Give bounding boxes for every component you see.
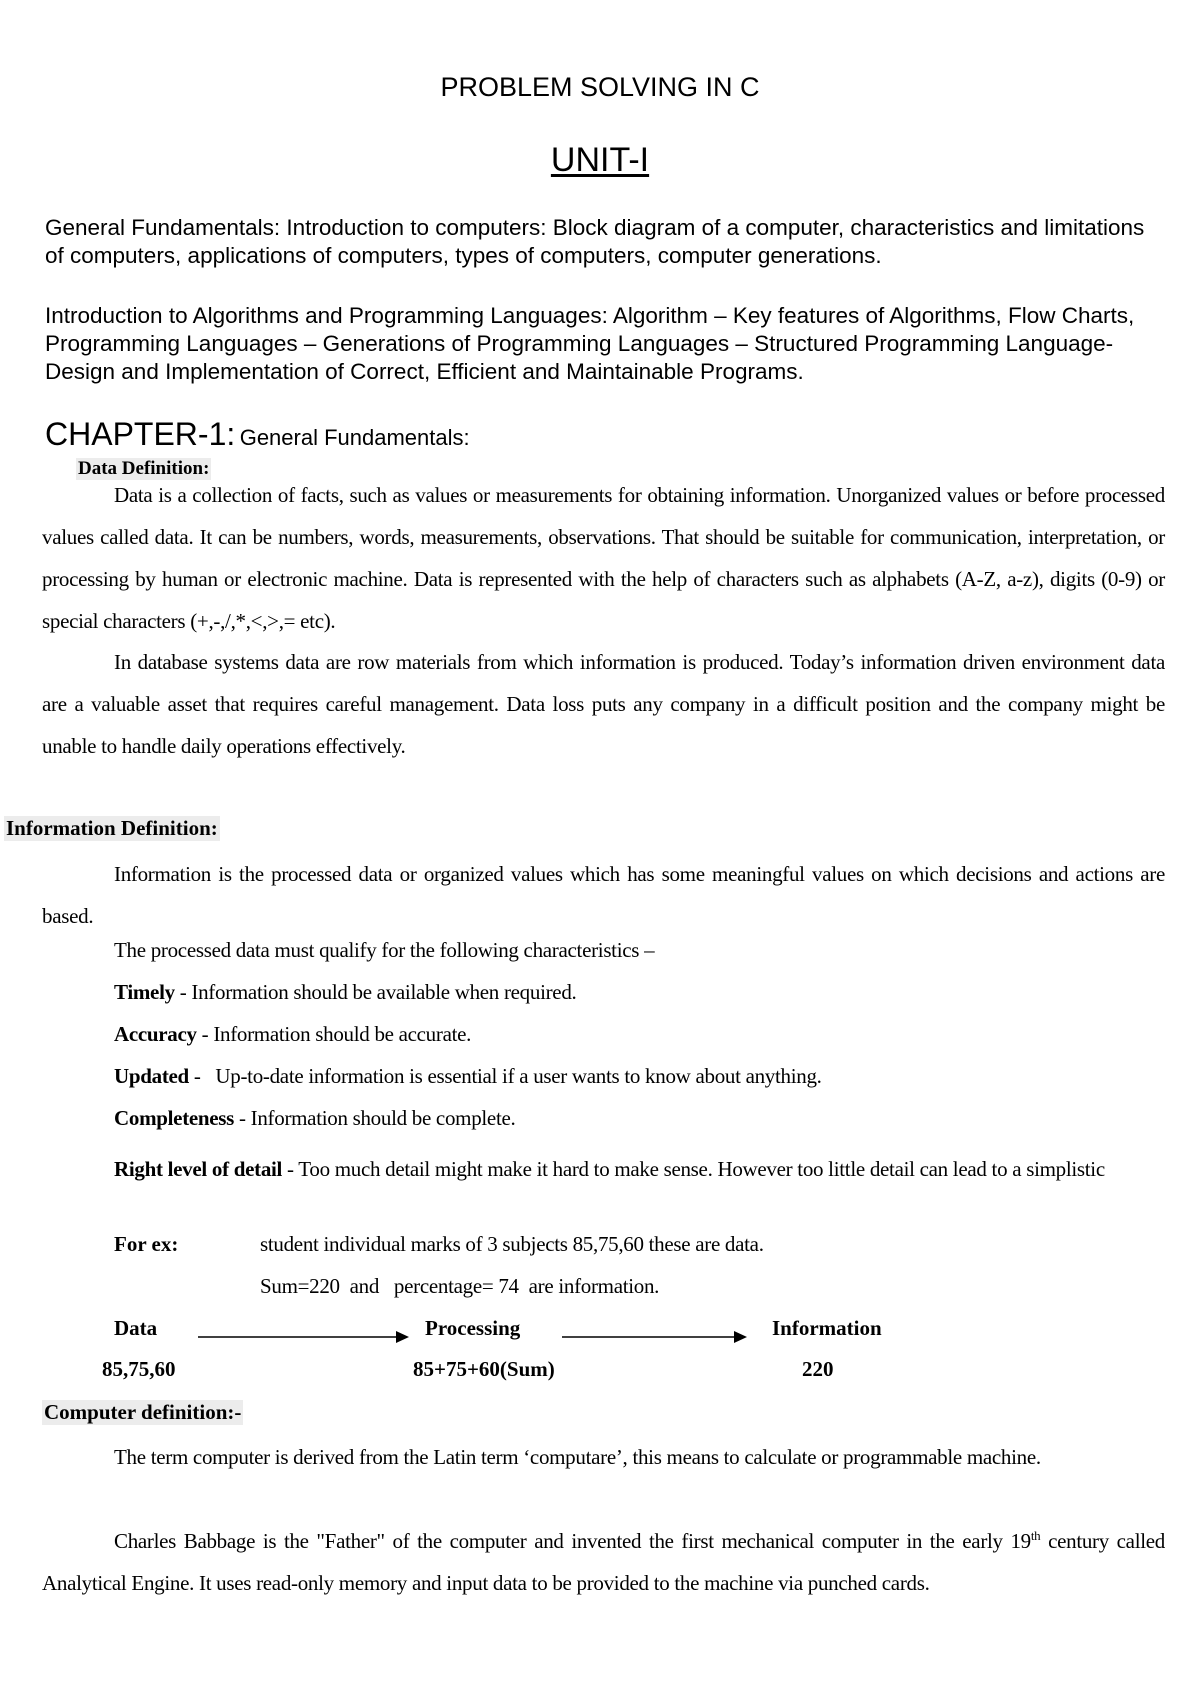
flow-step-processing: Processing	[425, 1316, 521, 1340]
example-line-2: Sum=220 and percentage= 74 are information.	[260, 1274, 660, 1298]
characteristic-term: Timely	[114, 980, 175, 1004]
flow-arrow-2	[562, 1330, 748, 1344]
paragraph-text-end: century called Analytical Engine. It uses read-only memory and input data to be provided to the machine via punched cards.	[42, 1529, 1165, 1595]
computer-definition-paragraph-1: The term computer is derived from the Latin term ‘computare’, this means to calculate or programmable machine.	[114, 1445, 1041, 1469]
document-title: PROBLEM SOLVING IN C	[440, 72, 760, 102]
syllabus-paragraph-1: General Fundamentals: Introduction to computers: Block diagram of a computer, characteristics and limitations of computers, applications of computers, types of computers, computer generations.	[45, 215, 1145, 268]
flow-value-data: 85,75,60	[102, 1357, 176, 1381]
characteristic-updated	[114, 1064, 822, 1089]
data-definition-paragraph-1: Data is a collection of facts, such as values or measurements for obtaining information. Unorganized values or before processed values called data. It can be numbers, words, measurements, observations. That should be suitable for communication, interpretation, or processing by human or electronic machine. Data is represented with the help of characters such as alphabets (A-Z, a-z), digits (0-9) or special characters (+,-,/,*,<,>,= etc).	[42, 483, 1165, 633]
information-definition-paragraph: Information is the processed data or organized values which has some meaningful values on which decisions and actions are based.	[42, 862, 1165, 928]
ordinal-suffix: th	[1030, 1528, 1041, 1543]
chapter-number: CHAPTER-1:	[45, 416, 236, 452]
computer-definition-heading: Computer definition:-	[44, 1400, 242, 1424]
data-definition-paragraph-2: In database systems data are row materials from which information is produced. Today’s information driven environment data are a valuable asset that requires careful management. Data loss puts any company in a difficult position and the company might be unable to handle daily operations effectively.	[42, 650, 1165, 758]
characteristic-completeness	[114, 1106, 515, 1131]
unit-title	[0, 141, 1200, 180]
characteristic-term: Updated	[114, 1064, 189, 1088]
characteristic-text: - Information should be complete.	[234, 1106, 516, 1130]
chapter-name: General Fundamentals:	[239, 425, 470, 450]
information-definition-heading: Information Definition:	[6, 816, 218, 840]
characteristic-term: Completeness	[114, 1106, 235, 1130]
example-line-1: student individual marks of 3 subjects 85,75,60 these are data.	[260, 1232, 764, 1256]
characteristic-right-level-of-detail	[114, 1148, 1165, 1190]
paragraph-text-start: Charles Babbage is the "Father" of the computer and invented the first mechanical computer in the early 19	[114, 1529, 1031, 1553]
computer-definition-paragraph-2	[42, 1520, 1165, 1604]
characteristic-text: - Information should be accurate.	[196, 1022, 472, 1046]
flow-value-information: 220	[802, 1357, 834, 1381]
unit-title-text: UNIT-I	[550, 141, 650, 179]
characteristic-accuracy	[114, 1022, 471, 1047]
characteristic-text: - Too much detail might make it hard to make sense. However too little detail can lead to a simplistic	[282, 1157, 1105, 1181]
flow-step-information: Information	[772, 1316, 882, 1340]
characteristic-text: - Up-to-date information is essential if a user wants to know about anything.	[188, 1064, 822, 1088]
characteristic-term: Accuracy	[114, 1022, 197, 1046]
syllabus-paragraph-2: Introduction to Algorithms and Programming Languages: Algorithm – Key features of Algorithms, Flow Charts, Programming Languages – Generations of Programming Languages – Structured Programming Language- Design and Implementation of Correct, Efficient and Maintainable Programs.	[45, 303, 1135, 384]
characteristic-text: - Information should be available when required.	[174, 980, 577, 1004]
characteristic-term: Right level of detail	[114, 1157, 283, 1181]
data-definition-heading: Data Definition:	[78, 458, 210, 479]
characteristic-timely	[114, 980, 576, 1005]
chapter-heading	[45, 416, 470, 453]
example-label: For ex:	[114, 1232, 179, 1256]
flow-step-data: Data	[114, 1316, 158, 1340]
flow-value-processing: 85+75+60(Sum)	[413, 1357, 555, 1381]
flow-arrow-1	[198, 1330, 410, 1344]
characteristics-intro: The processed data must qualify for the following characteristics –	[114, 938, 655, 962]
